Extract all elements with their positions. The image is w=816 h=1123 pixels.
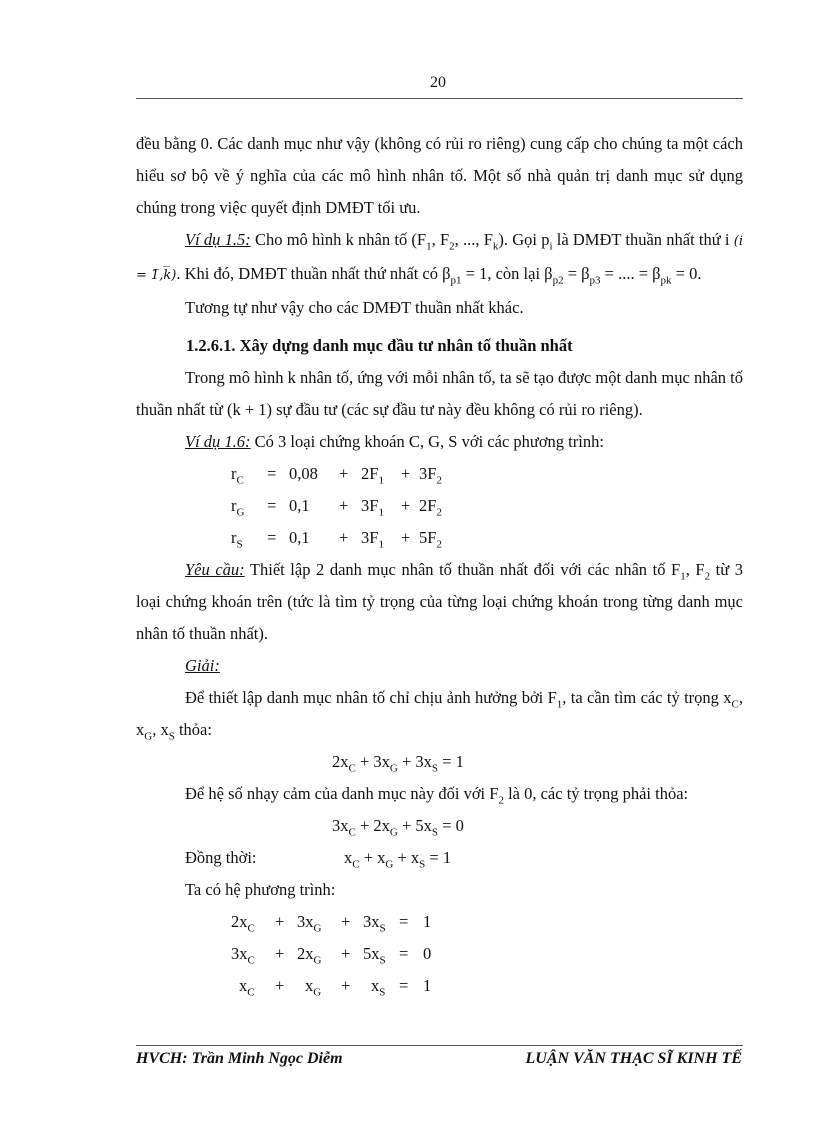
eq-term: $2F_2$ <box>419 496 442 519</box>
plus: + <box>401 496 411 515</box>
eq-lhs: $r_C$ <box>231 464 244 487</box>
sub: S <box>168 730 175 743</box>
text: = 1, còn lại β <box>461 264 553 283</box>
paragraph <box>136 778 743 810</box>
sub: 1 <box>556 698 563 711</box>
text: , F <box>431 230 450 249</box>
text: , ..., F <box>454 230 493 249</box>
plus: + <box>401 528 411 547</box>
sub: 2 <box>704 570 711 583</box>
text: Để hệ số nhạy cảm của danh mục này đối với F <box>185 784 499 803</box>
system-row: $x_C$ + $x_G$ + $x_S$ = 1 <box>239 976 432 999</box>
paragraph: đều bằng 0. Các danh mục như vậy (không có rủi ro riêng) cung cấp cho chúng ta một cách hiểu sơ bộ về ý nghĩa của các mô hình nhân tố. Một số nhà quản trị danh mục sử dụng chúng trong việc quyết định DMĐT tối ưu. <box>136 134 743 217</box>
example-label: Ví dụ 1.6: <box>185 432 251 451</box>
plus: + <box>339 496 349 515</box>
solution-label-line <box>136 650 743 682</box>
eq-const: 0,1 <box>289 528 310 547</box>
text: thỏa: <box>174 720 212 739</box>
eq-sign: = <box>267 496 277 515</box>
text: từ 3 loại chứng khoán trên (tức là tìm tỷ trọng của từng loại chứng khoán trong từng danh mục nhân tố thuần nhất). <box>136 560 743 643</box>
requirement-label: Yêu cầu: <box>185 560 245 579</box>
return-equations <box>136 458 743 554</box>
eq-const: 0,08 <box>289 464 318 483</box>
eq-const: 0,1 <box>289 496 310 515</box>
text: , x <box>136 688 743 739</box>
text: Thiết lập 2 danh mục nhân tố thuần nhất đối với các nhân tố F <box>244 560 681 579</box>
sub: k <box>492 240 499 253</box>
plus: + <box>339 528 349 547</box>
equation-b: $3x_C + 2x_G + 5x_S = 0$ <box>332 816 464 839</box>
text: , ta cần tìm các tỷ trọng x <box>562 688 732 707</box>
plus: + <box>401 464 411 483</box>
sub: p2 <box>552 274 564 287</box>
text: . Khi đó, DMĐT thuần nhất thứ nhất có β <box>176 264 451 283</box>
header-rule <box>136 98 743 99</box>
text: , x <box>152 720 169 739</box>
requirement <box>136 554 743 650</box>
sub: i <box>549 240 553 253</box>
text: Có 3 loại chứng khoán C, G, S với các phương trình: <box>250 432 604 451</box>
system-row: $3x_C$ + $2x_G$ + $5x_S$ = 0 <box>231 944 432 967</box>
plus: + <box>339 464 349 483</box>
text: là 0, các tỷ trọng phải thỏa: <box>503 784 689 803</box>
paragraph: Trong mô hình k nhân tố, ứng với mỗi nhân tố, ta sẽ tạo được một danh mục nhân tố thuần nhất từ (k + 1) sự đầu tư (các sự đầu tư này đều không có rủi ro riêng). <box>136 368 743 419</box>
equation-row <box>231 490 743 522</box>
eq-term: $2F_1$ <box>361 464 384 487</box>
eq-sign: = <box>267 528 277 547</box>
equation-a: $2x_C + 3x_G + 3x_S = 1$ <box>332 752 464 775</box>
eq-term: $3F_2$ <box>419 464 442 487</box>
paragraph: Tương tự như vậy cho các DMĐT thuần nhất khác. <box>185 298 524 317</box>
text: là DMĐT thuần nhất thứ i <box>552 230 734 249</box>
sub: 1 <box>680 570 686 583</box>
solution-label: Giải: <box>185 656 220 675</box>
paragraph: Ta có hệ phương trình: <box>185 880 336 899</box>
text: = .... = β <box>600 264 661 283</box>
sub: G <box>144 730 153 743</box>
equation-row <box>231 522 743 554</box>
equation-system <box>136 906 743 1002</box>
paragraph <box>136 682 743 746</box>
sub: 2 <box>449 240 455 253</box>
system-row: $2x_C$ + $3x_G$ + $3x_S$ = 1 <box>231 912 432 935</box>
eq-sign: = <box>267 464 277 483</box>
eq-lhs: $r_S$ <box>231 528 243 551</box>
equation-row <box>231 458 743 490</box>
sub: p1 <box>450 274 462 287</box>
text: , F <box>685 560 705 579</box>
footer-thesis-type: LUẬN VĂN THẠC SĨ KINH TẾ <box>525 1050 742 1067</box>
text: ). Gọi p <box>498 230 550 249</box>
sub: 2 <box>498 794 504 807</box>
text: Cho mô hình k nhân tố (F <box>250 230 427 249</box>
example-label: Ví dụ 1.5: <box>185 230 251 249</box>
equation-c: $x_C + x_G + x_S = 1$ <box>344 848 452 871</box>
sub: p3 <box>589 274 601 287</box>
eq-term: $3F_1$ <box>361 496 384 519</box>
footer-author: HVCH: Trần Minh Ngọc Diễm <box>136 1050 343 1067</box>
text: Đồng thời: <box>185 848 257 867</box>
sub: 1 <box>426 240 432 253</box>
example-1-6 <box>136 426 743 458</box>
text: = 0. <box>671 264 702 283</box>
eq-term: $5F_2$ <box>419 528 442 551</box>
page-number: 20 <box>430 74 446 91</box>
eq-lhs: $r_G$ <box>231 496 245 519</box>
footer-rule <box>136 1045 743 1046</box>
text: Để thiết lập danh mục nhân tố chỉ chịu ảnh hưởng bởi F <box>185 688 557 707</box>
eq-term: $3F_1$ <box>361 528 384 551</box>
example-1-5 <box>136 224 743 292</box>
page-body <box>136 128 743 1002</box>
sub: C <box>731 698 739 711</box>
sub: pk <box>660 274 672 287</box>
equation-c-row <box>136 842 743 874</box>
index-range: (i = 1̅,k̅) <box>136 234 743 283</box>
section-heading: 1.2.6.1. Xây dựng danh mục đầu tư nhân tố thuần nhất <box>186 336 573 355</box>
text: = β <box>563 264 590 283</box>
